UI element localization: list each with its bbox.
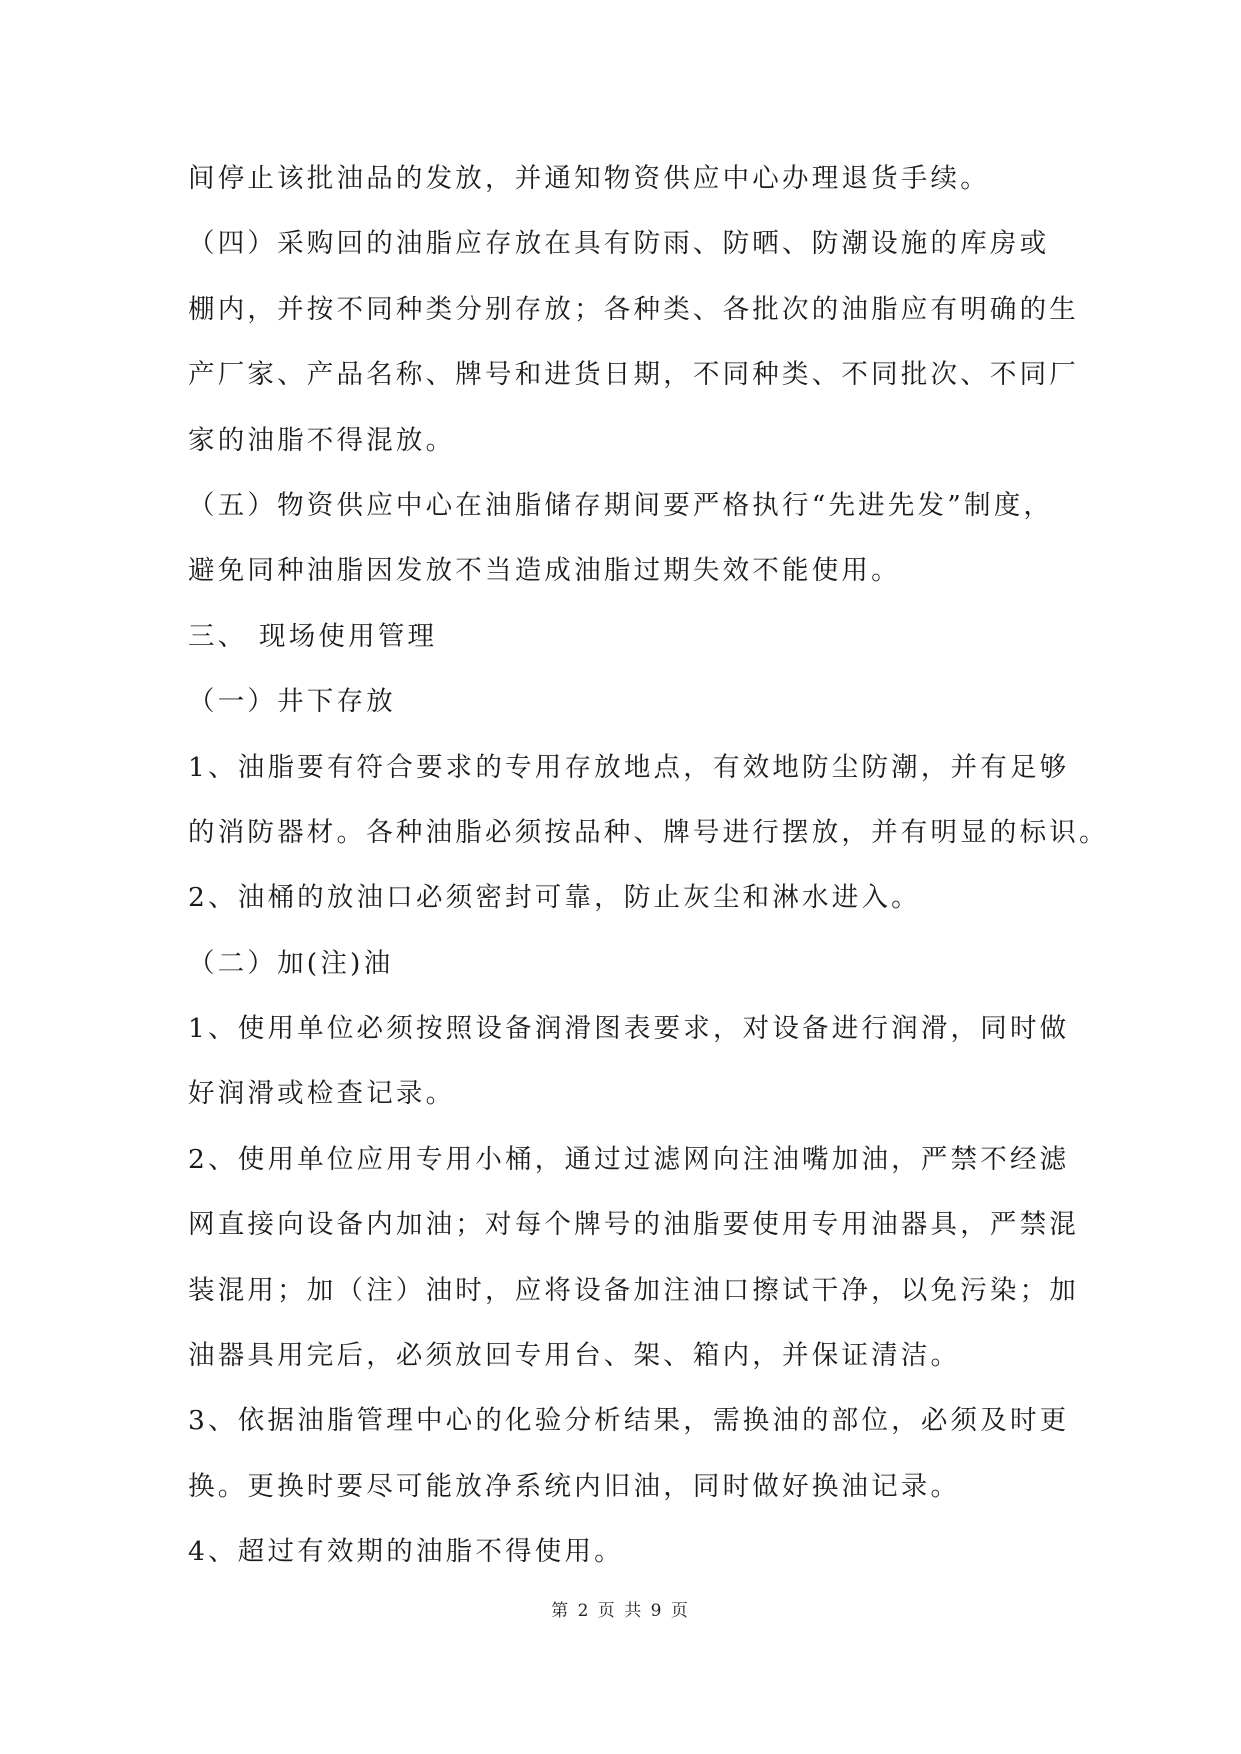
text-line: 避免同种油脂因发放不当造成油脂过期失效不能使用。 — [188, 555, 901, 587]
text-line: 好润滑或检查记录。 — [188, 1078, 456, 1110]
text-line: 装混用；加（注）油时，应将设备加注油口擦试干净，以免污染；加 — [188, 1274, 1079, 1306]
text-line: 2、油桶的放油口必须密封可靠，防止灰尘和淋水进入。 — [188, 882, 921, 914]
text-line: 1、油脂要有符合要求的专用存放地点，有效地防尘防潮，并有足够 — [188, 751, 1070, 783]
subsection-heading: （二）加(注)油 — [188, 947, 394, 979]
text-line: 网直接向设备内加油；对每个牌号的油脂要使用专用油器具，严禁混 — [188, 1209, 1079, 1241]
text-line: 换。更换时要尽可能放净系统内旧油，同时做好换油记录。 — [188, 1470, 961, 1502]
text-line: （五）物资供应中心在油脂储存期间要严格执行“先进先发”制度， — [188, 489, 1054, 521]
document-body — [188, 156, 1109, 1595]
text-line: 的消防器材。各种油脂必须按品种、牌号进行摆放，并有明显的标识。 — [188, 816, 1109, 848]
text-line: 4、超过有效期的油脂不得使用。 — [188, 1536, 624, 1568]
text-line: 3、依据油脂管理中心的化验分析结果，需换油的部位，必须及时更 — [188, 1405, 1070, 1437]
subsection-heading: （一）井下存放 — [188, 686, 396, 718]
text-line: 家的油脂不得混放。 — [188, 424, 456, 456]
text-line: 油器具用完后，必须放回专用台、架、箱内，并保证清洁。 — [188, 1340, 961, 1372]
text-line: 产厂家、产品名称、牌号和进货日期，不同种类、不同批次、不同厂 — [188, 359, 1079, 391]
text-line: 棚内，并按不同种类分别存放；各种类、各批次的油脂应有明确的生 — [188, 293, 1079, 325]
page-number-footer: 第 2 页 共 9 页 — [551, 1601, 690, 1621]
text-line: 2、使用单位应用专用小桶，通过过滤网向注油嘴加油，严禁不经滤 — [188, 1143, 1070, 1175]
text-line: 间停止该批油品的发放，并通知物资供应中心办理退货手续。 — [188, 163, 990, 194]
section-heading: 三、 现场使用管理 — [188, 620, 438, 652]
text-line: （四）采购回的油脂应存放在具有防雨、防晒、防潮设施的库房或 — [188, 228, 1050, 260]
text-line: 1、使用单位必须按照设备润滑图表要求，对设备进行润滑，同时做 — [188, 1013, 1070, 1045]
